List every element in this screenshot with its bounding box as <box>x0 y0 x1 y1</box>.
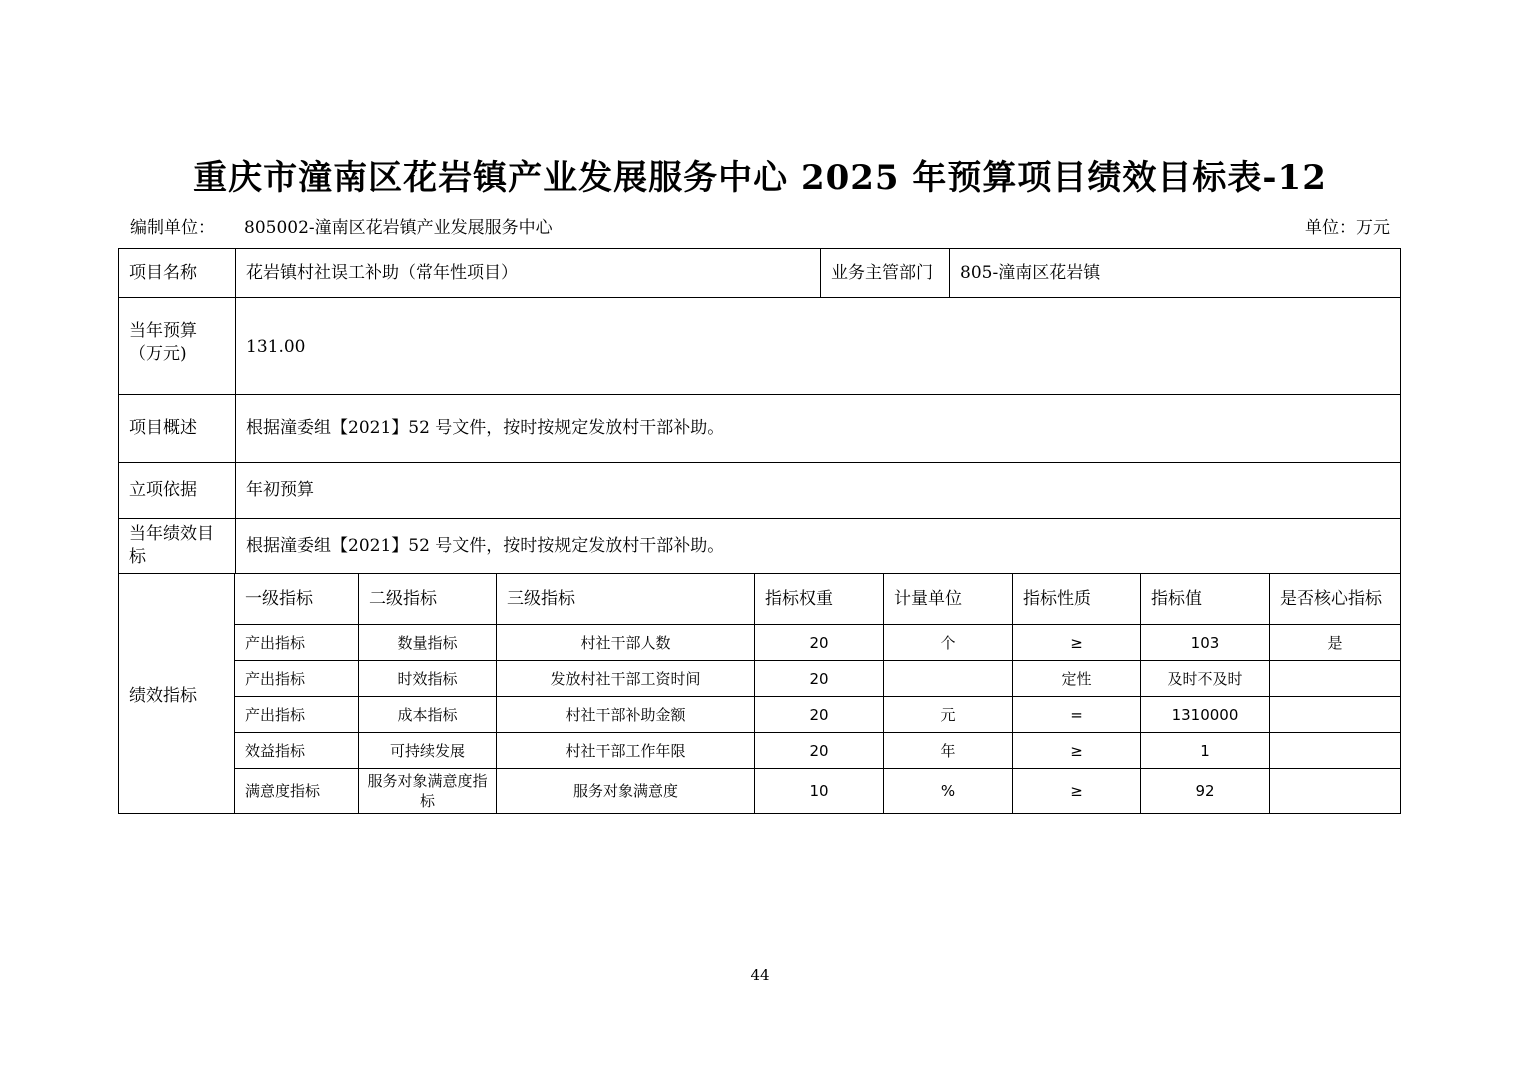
dept-label: 业务主管部门 <box>820 249 949 297</box>
cell-core <box>1269 661 1400 696</box>
cell-nature: ≥ <box>1012 625 1140 660</box>
dept-value: 805-潼南区花岩镇 <box>949 249 1400 297</box>
cell-value: 及时不及时 <box>1140 661 1269 696</box>
cell-level2: 服务对象满意度指标 <box>358 769 496 813</box>
summary-row <box>118 395 1401 463</box>
header-level3: 三级指标 <box>496 574 754 624</box>
cell-level1: 产出指标 <box>245 669 306 688</box>
cell-level3: 服务对象满意度 <box>496 769 754 813</box>
table-row <box>235 768 1400 813</box>
cell-core: 是 <box>1269 625 1400 660</box>
cell-level3: 村社干部工作年限 <box>496 733 754 768</box>
cell-core <box>1269 769 1400 813</box>
compiling-unit <box>130 213 553 238</box>
cell-value: 92 <box>1140 769 1269 813</box>
basis-label: 立项依据 <box>129 480 197 500</box>
table-row <box>235 696 1400 732</box>
goal-value: 根据潼委组【2021】52 号文件，按时按规定发放村干部补助。 <box>235 519 1400 573</box>
performance-label: 绩效指标 <box>119 574 235 813</box>
cell-nature: = <box>1012 697 1140 732</box>
indicator-table <box>235 574 1400 813</box>
indicator-header-row <box>235 574 1400 624</box>
summary-label: 项目概述 <box>129 418 197 438</box>
header-level2: 二级指标 <box>358 574 496 624</box>
cell-level1: 产出指标 <box>245 633 306 652</box>
header-weight: 指标权重 <box>754 574 883 624</box>
cell-nature: ≥ <box>1012 769 1140 813</box>
page-title: 重庆市潼南区花岩镇产业发展服务中心 2025 年预算项目绩效目标表-12 <box>193 158 1327 198</box>
cell-unit: % <box>883 769 1012 813</box>
cell-value: 1 <box>1140 733 1269 768</box>
table-row <box>235 624 1400 660</box>
cell-level1: 产出指标 <box>245 705 306 724</box>
cell-core <box>1269 697 1400 732</box>
cell-level1: 效益指标 <box>245 741 306 760</box>
basis-row <box>118 463 1401 519</box>
summary-value: 根据潼委组【2021】52 号文件，按时按规定发放村干部补助。 <box>235 395 1400 462</box>
cell-nature: ≥ <box>1012 733 1140 768</box>
cell-weight: 20 <box>754 733 883 768</box>
currency-unit: 单位：万元 <box>1305 218 1390 238</box>
cell-level3: 村社干部补助金额 <box>496 697 754 732</box>
budget-value: 131.00 <box>235 298 1400 394</box>
cell-level2: 数量指标 <box>358 625 496 660</box>
cell-weight: 10 <box>754 769 883 813</box>
compiling-unit-label: 编制单位： <box>130 218 215 238</box>
project-name-value: 花岩镇村社误工补助（常年性项目） <box>235 249 820 297</box>
header-unit: 计量单位 <box>883 574 1012 624</box>
cell-weight: 20 <box>754 661 883 696</box>
header-value: 指标值 <box>1140 574 1269 624</box>
cell-level2: 可持续发展 <box>358 733 496 768</box>
cell-core <box>1269 733 1400 768</box>
cell-unit: 年 <box>883 733 1012 768</box>
header-nature: 指标性质 <box>1012 574 1140 624</box>
performance-section <box>118 574 1401 814</box>
cell-nature: 定性 <box>1012 661 1140 696</box>
cell-unit: 个 <box>883 625 1012 660</box>
project-name-label: 项目名称 <box>129 262 197 283</box>
compiling-unit-value: 805002-潼南区花岩镇产业发展服务中心 <box>244 218 553 238</box>
budget-row <box>118 298 1401 395</box>
cell-weight: 20 <box>754 697 883 732</box>
header-core: 是否核心指标 <box>1269 574 1400 624</box>
cell-value: 103 <box>1140 625 1269 660</box>
cell-level3: 村社干部人数 <box>496 625 754 660</box>
project-name-row <box>118 248 1401 298</box>
budget-label: 当年预算（万元) <box>129 321 197 364</box>
meta-row <box>130 213 1390 237</box>
cell-level3: 发放村社干部工资时间 <box>496 661 754 696</box>
cell-level1: 满意度指标 <box>245 782 321 800</box>
cell-level2: 成本指标 <box>358 697 496 732</box>
cell-unit: 元 <box>883 697 1012 732</box>
cell-level2: 时效指标 <box>358 661 496 696</box>
performance-goal-table <box>118 248 1401 814</box>
table-row <box>235 732 1400 768</box>
cell-weight: 20 <box>754 625 883 660</box>
cell-unit <box>883 661 1012 696</box>
goal-row <box>118 519 1401 574</box>
goal-label: 当年绩效目标 <box>129 524 214 567</box>
basis-value: 年初预算 <box>235 463 1400 518</box>
header-level1: 一级指标 <box>245 589 313 609</box>
table-row <box>235 660 1400 696</box>
cell-value: 1310000 <box>1140 697 1269 732</box>
page-number: 44 <box>750 966 770 984</box>
